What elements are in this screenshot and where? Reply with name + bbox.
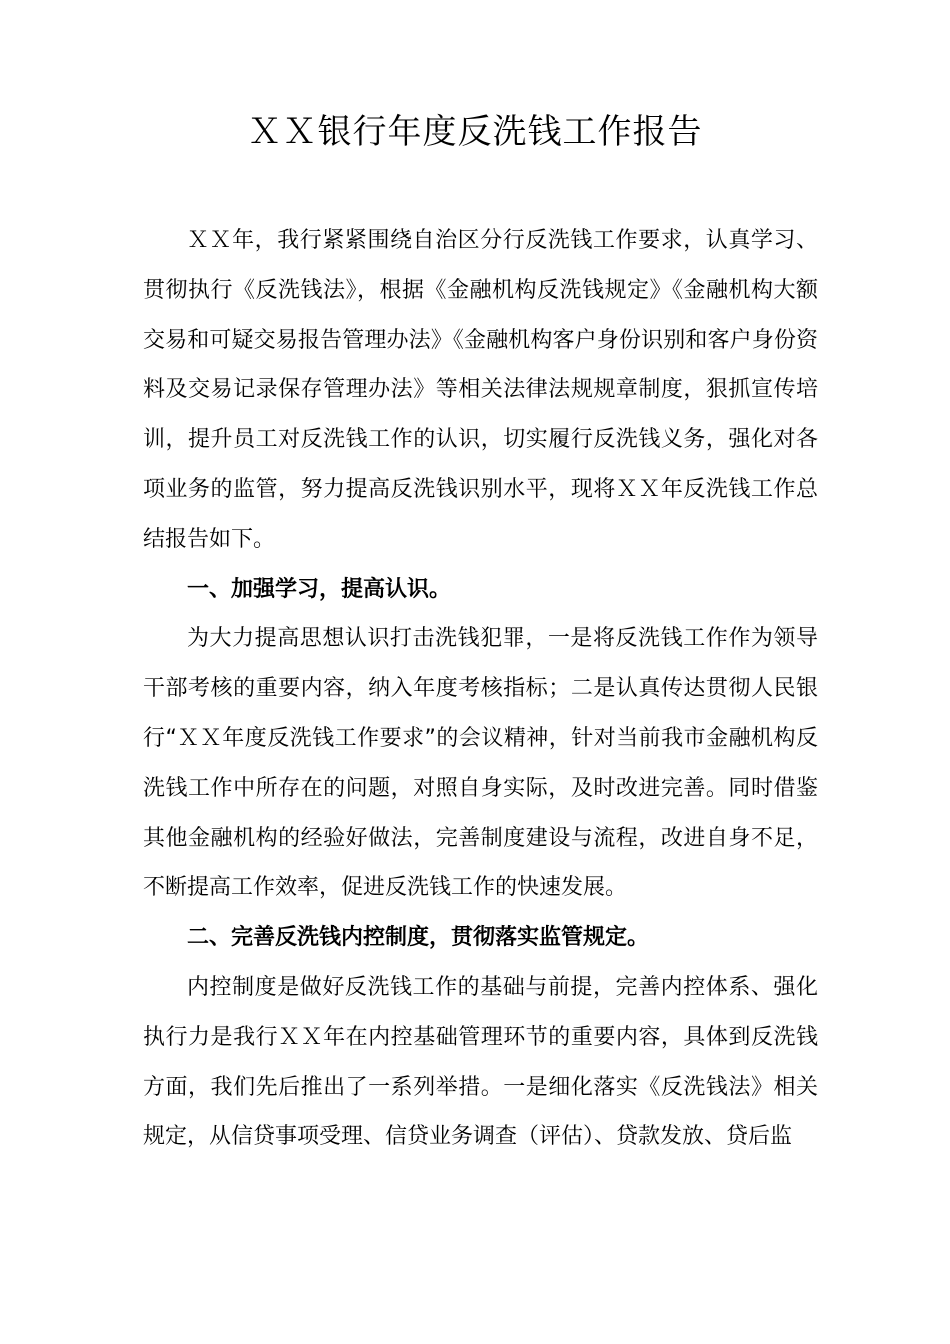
section-2-paragraph: 内控制度是做好反洗钱工作的基础与前提，完善内控体系、强化执行力是我行ＸＸ年在内控基础管理环节的重要内容，具体到反洗钱方面，我们先后推出了一系列举措。一是细化落实《反洗钱法》相关规定，从信贷事项受理、信贷业务调查（评估）、贷款发放、贷后监 xyxy=(143,974,818,1150)
section-1-heading: 一、加强学习，提高认识。 xyxy=(187,576,452,602)
section-1-paragraph: 为大力提高思想认识打击洗钱犯罪，一是将反洗钱工作作为领导干部考核的重要内容，纳入年度考核指标；二是认真传达贯彻人民银行“ＸＸ年度反洗钱工作要求”的会议精神，针对当前我市金融机构反洗钱工作中所存在的问题，对照自身实际，及时改进完善。同时借鉴其他金融机构的经验好做法，完善制度建设与流程，改进自身不足，不断提高工作效率，促进反洗钱工作的快速发展。 xyxy=(143,626,818,901)
document-body xyxy=(143,216,818,1162)
section-2-heading: 二、完善反洗钱内控制度，贯彻落实监管规定。 xyxy=(187,925,650,951)
document-title: ＸＸ银行年度反洗钱工作报告 xyxy=(247,112,703,152)
intro-paragraph: ＸＸ年，我行紧紧围绕自治区分行反洗钱工作要求，认真学习、贯彻执行《反洗钱法》，根据《金融机构反洗钱规定》《金融机构大额交易和可疑交易报告管理办法》《金融机构客户身份识别和客户身份资料及交易记录保存管理办法》等相关法律法规规章制度，狠抓宣传培训，提升员工对反洗钱工作的认识，切实履行反洗钱义务，强化对各项业务的监管，努力提高反洗钱识别水平，现将ＸＸ年反洗钱工作总结报告如下。 xyxy=(143,228,818,552)
